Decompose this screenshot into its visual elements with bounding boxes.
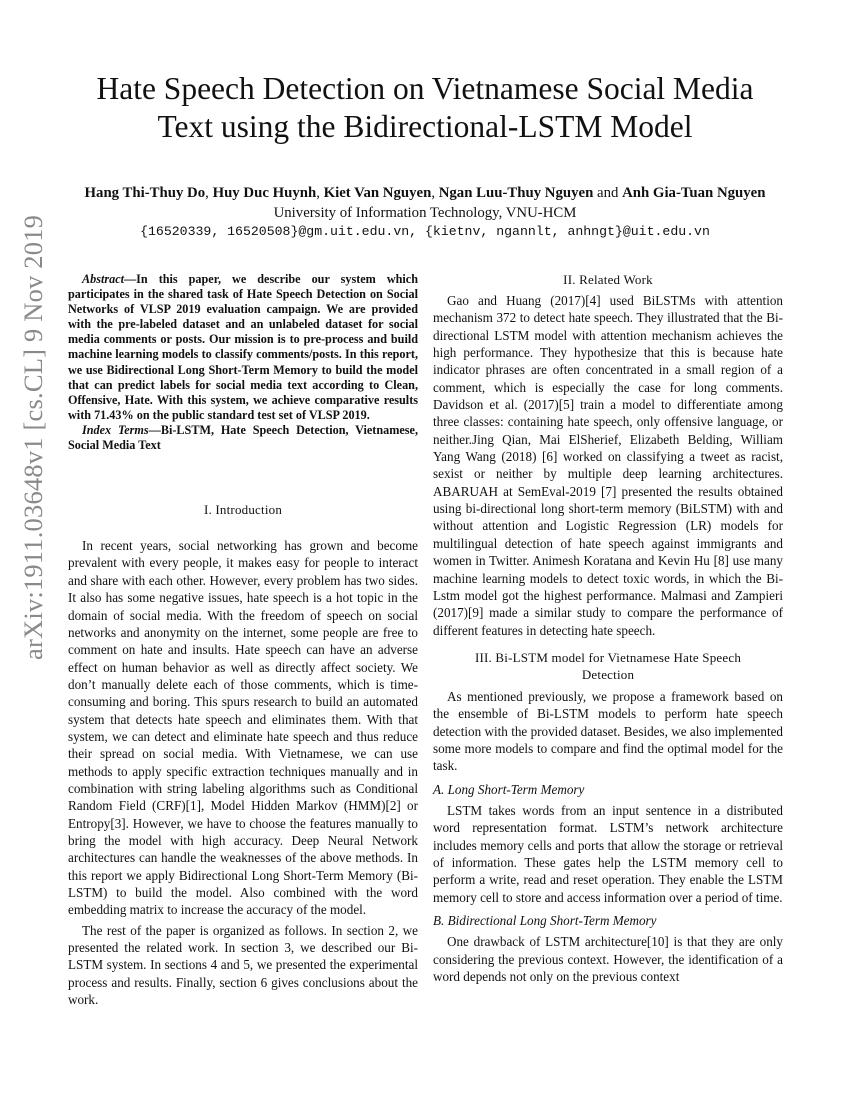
title-line-2: Text using the Bidirectional-LSTM Model (157, 109, 693, 144)
author-separator: , (316, 185, 324, 201)
introduction-paragraph-2: The rest of the paper is organized as follows. In section 2, we presented the related work. In section 3, we described our Bi-LSTM system. In sections 4 and 5, we presented the experimental process and results. Finally, section 6 gives conclusions about the work. (68, 922, 418, 1008)
introduction-paragraph-1: In recent years, social networking has grown and become prevalent with every people, it makes easy for people to interact and share with each other. However, every problem has two sides. It also has some negative issues, hate speech is a hot topic in the domain of social media. With the freedom of speech on social networks and anonymity on the internet, some people are free to comment on hate and insults. Hate speech can have an adverse effect on human behavior as well as directly affect society. We don’t manually delete each of those comments, which is time-consuming and boring. This spurs research to build an automated system that detects hate speech and eliminates them. With that system, we can detect and eliminate hate speech and thus reduce their spread on social media. With Vietnamese, we can use methods to apply specific extraction techniques manually and in combination with string labeling algorithms such as Conditional Random Field (CRF)[1], Model Hidden Markov (HMM)[2] or Entropy[3]. However, we have to choose the features manually to bring the model with high accuracy. Deep Neural Network architectures can handle the weaknesses of the above methods. In this report we apply Bidirectional Long Short-Term Memory (Bi-LSTM) to build the model. Also combined with the word embedding matrix to increase the accuracy of the model. (68, 538, 418, 918)
model-paragraph: As mentioned previously, we propose a framework based on the ensemble of Bi-LSTM models to perform hate speech detection with the provided dataset. Besides, we also implemented some more models to compare and find the optimal model for the task. (433, 688, 783, 774)
author-separator: , (431, 185, 439, 201)
abstract-text: In this paper, we describe our system which participates in the shared task of Hate Speech Detection on Social Networks of VLSP 2019 evaluation campaign. We are provided with the pre-labeled dataset and an unlabeled dataset for social media comments or posts. Our mission is to pre-process and build machine learning models to classify comments/posts. In this report, we use Bidirectional Long Short-Term Memory to build the model that can predict labels for social media text according to Clean, Offensive, Hate. With this system, we achieve comparative results with 71.43% on the public standard test set of VLSP 2019. (68, 272, 418, 422)
subsection-heading-lstm: A. Long Short-Term Memory (433, 781, 585, 797)
subsection-heading-bilstm: B. Bidirectional Long Short-Term Memory (433, 913, 657, 928)
right-column (433, 271, 783, 985)
left-column (68, 272, 418, 1008)
index-terms-label: Index Terms (82, 422, 149, 437)
author-1: Hang Thi-Thuy Do (84, 185, 206, 201)
author-4: Ngan Luu-Thuy Nguyen (438, 185, 594, 201)
author-5: Anh Gia-Tuan Nguyen (622, 185, 766, 201)
author-2: Huy Duc Huynh (212, 185, 317, 201)
author-emails: {16520339, 16520508}@gm.uit.edu.vn, {kietnv, ngannlt, anhngt}@uit.edu.vn (140, 224, 710, 239)
index-terms-text: Bi-LSTM, Hate Speech Detection, Vietnamese, Social Media Text (68, 422, 418, 453)
author-3: Kiet Van Nguyen (323, 185, 432, 201)
author-separator: , (205, 185, 213, 201)
paper-title (40, 70, 810, 146)
arxiv-identifier: arXiv:1911.03648v1 [cs.CL] 9 Nov 2019 (18, 214, 48, 660)
abstract-label: Abstract (82, 272, 124, 286)
author-and: and (593, 185, 623, 201)
index-terms (68, 423, 418, 453)
title-line-1: Hate Speech Detection on Vietnamese Social Media (96, 71, 754, 106)
section-heading-bilstm-model (433, 649, 783, 683)
model-heading-line-2: Detection (581, 666, 635, 682)
lstm-paragraph: LSTM takes words from an input sentence in a distributed word representation format. LSTM’s network architecture includes memory cells and ports that allow the storage or retrieval of information. These gates help the LSTM memory cell to perform a write, read and reset operation. They enable the LSTM memory cell to store and access information over a period of time. (433, 802, 783, 905)
model-heading-line-1: III. Bi-LSTM model for Vietnamese Hate Speech (474, 649, 742, 665)
section-heading-introduction: I. Introduction (203, 502, 283, 518)
abstract-dash: — (123, 272, 137, 286)
section-heading-related-work: II. Related Work (563, 272, 653, 287)
index-terms-dash: — (148, 422, 161, 437)
bilstm-paragraph: One drawback of LSTM architecture[10] is that they are only considering the previous context. However, the identification of a word depends not only on the previous context (433, 934, 783, 985)
related-work-paragraph: Gao and Huang (2017)[4] used BiLSTMs with attention mechanism 372 to detect hate speech. They illustrated that the Bi-directional LSTM model with attention mechanism achieves the high performance. They hypothesize that this is because hate indicator phrases are often concentrated in a small region of a comment, which is especially the case for long comments. Davidson et al. (2017)[5] train a model to differentiate among three classes: containing hate speech, only offensive language, or neither.Jing Qian, Mai ElSherief, Elizabeth Belding, William Yang Wang (2018) [6] worked on classifying a tweet as racist, sexist or neither by multiple deep learning architectures. ABARUAH at SemEval-2019 [7] presented the results obtained using bi-directional long short-term memory (BiLSTM) with and without attention and Logistic Regression (LR) models for multilingual detection of hate speech against immigrants and women in Twitter. Animesh Koratana and Kevin Hu [8] use many machine learning models to detect toxic words, in which the Bi-Lstm model got the highest performance. Malmasi and Zampieri (2017)[9] made a similar study to compare the performance of different features in detecting hate speech. (433, 293, 783, 638)
author-list (20, 183, 830, 203)
abstract (68, 272, 418, 423)
affiliation: University of Information Technology, VNU-HCM (273, 205, 577, 221)
